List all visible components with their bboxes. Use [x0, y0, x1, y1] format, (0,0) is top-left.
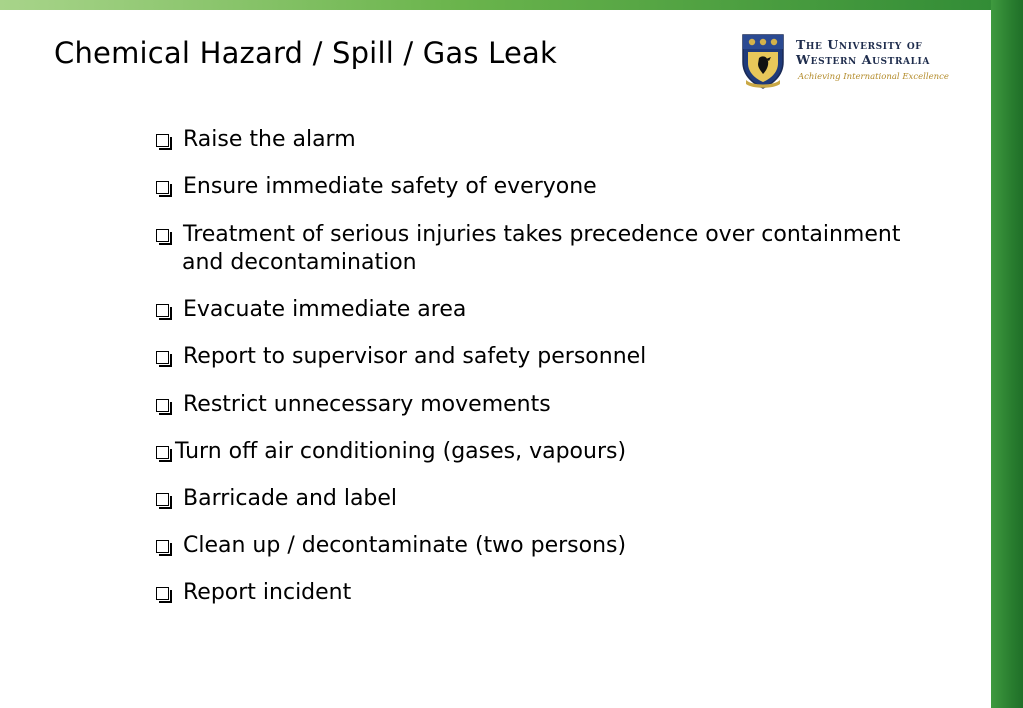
list-item — [156, 126, 356, 154]
list-item-text: Ensure immediate safety of everyone — [183, 174, 597, 199]
list-item — [156, 221, 900, 249]
checkbox-bullet-icon — [156, 493, 169, 506]
list-item-text: Report incident — [183, 580, 352, 605]
bullet-list — [156, 0, 996, 708]
list-item-text: Barricade and label — [183, 486, 398, 511]
logo-text-line1: The University of — [796, 37, 923, 52]
logo-tagline: Achieving International Excellence — [798, 72, 949, 82]
list-item-continuation: and decontamination — [182, 250, 417, 275]
list-item-text: Evacuate immediate area — [183, 297, 467, 322]
list-item — [156, 391, 551, 419]
list-item — [156, 532, 626, 560]
checkbox-bullet-icon — [156, 351, 169, 364]
list-item — [156, 343, 646, 371]
checkbox-bullet-icon — [156, 446, 169, 459]
checkbox-bullet-icon — [156, 134, 169, 147]
checkbox-bullet-icon — [156, 540, 169, 553]
checkbox-bullet-icon — [156, 181, 169, 194]
list-item-text: Restrict unnecessary movements — [183, 392, 551, 417]
checkbox-bullet-icon — [156, 304, 169, 317]
checkbox-bullet-icon — [156, 229, 169, 242]
slide-title: Chemical Hazard / Spill / Gas Leak — [54, 36, 557, 70]
list-item — [156, 438, 626, 466]
list-item-text: Report to supervisor and safety personnel — [183, 344, 647, 369]
list-item-text: Turn off air conditioning (gases, vapours) — [175, 439, 627, 464]
list-item-text: Raise the alarm — [183, 127, 356, 152]
list-item — [156, 296, 466, 324]
list-item-text: Clean up / decontaminate (two persons) — [183, 533, 627, 558]
list-item — [156, 485, 397, 513]
list-item-text: Treatment of serious injuries takes precedence over containment — [183, 222, 901, 247]
checkbox-bullet-icon — [156, 399, 169, 412]
logo-text-line2: Western Australia — [796, 52, 930, 67]
list-item — [156, 173, 597, 201]
checkbox-bullet-icon — [156, 587, 169, 600]
list-item — [156, 579, 351, 607]
